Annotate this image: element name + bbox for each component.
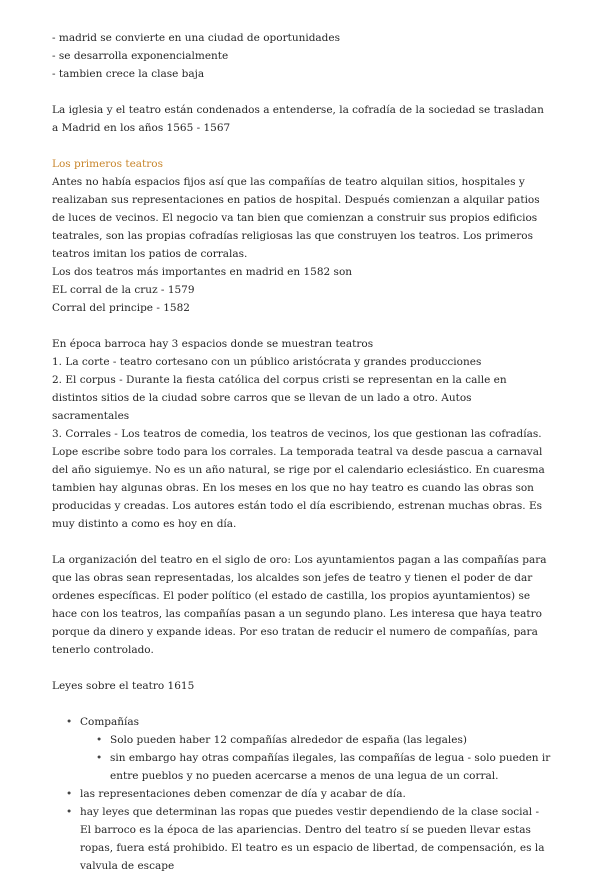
intro-line: - tambien crece la clase baja xyxy=(52,68,205,80)
organizacion-paragraph: La organización del teatro en el siglo de oro: Los ayuntamientos pagan a las compañías para que las obras sean representadas, los alcaldes son jefes de teatro y tienen el poder de dar ordenes específicas. El poder político (el estado de castilla, los propios ayuntamientos) se hace con los teatros, las compañías pasan a un segundo plano. Les interesa que haya teatro porque da dinero y expande ideas. Por eso tratan de reducir el numero de compañías, para tenerlo controlado. xyxy=(52,554,547,656)
list-item: • hay leyes que determinan las ropas que puedes vestir dependiendo de la clase social - El barroco es la época de las apariencias. Dentro del teatro sí se pueden llevar estas ropas, fuera está prohibido. El teatro es un espacio de libertad, de compensación, es la valvula de escape xyxy=(52,803,552,875)
teatros-line: EL corral de la cruz - 1579 xyxy=(52,284,195,296)
section-heading: Los primeros teatros xyxy=(52,158,163,170)
leyes-list xyxy=(52,713,552,875)
primeros-paragraph: Antes no había espacios fijos así que las compañías de teatro alquilan sitios, hospitales y realizaban sus representaciones en patios de hospital. Después comienzan a alquilar patios de luces de vecinos. El negocio va tan bien que comienzan a construir sus propios edificios teatrales, son las propias cofradías religiosas las que construyen los teatros. Los primeros teatros imitan los patios de corralas. xyxy=(52,176,540,260)
list-item: • sin embargo hay otras compañías ilegales, las compañías de legua - solo pueden ir entre pueblos y no pueden acercarse a menos de una legua de un corral. xyxy=(52,749,552,785)
list-item: • las representaciones deben comenzar de día y acabar de día. xyxy=(52,785,552,803)
iglesia-paragraph: La iglesia y el teatro están condenados a entenderse, la cofradía de la sociedad se trasladan a Madrid en los años 1565 - 1567 xyxy=(52,104,544,134)
leyes-title: Leyes sobre el teatro 1615 xyxy=(52,680,195,692)
list-item xyxy=(52,713,552,731)
document-content xyxy=(52,29,552,875)
intro-line: - se desarrolla exponencialmente xyxy=(52,50,229,62)
barroca-item: 3. Corrales - Los teatros de comedia, los teatros de vecinos, los que gestionan las cofradías. Lope escribe sobre todo para los corrales. La temporada teatral va desde pascua a carnaval del año siguiemye. No es un año natural, se rige por el calendario eclesiástico. En cuaresma tambien hay algunas obras. En los meses en los que no hay teatro es cuando las obras son producidas y creadas. Los autores están todo el día escribiendo, estrenan muchas obras. Es muy distinto a como es hoy en día. xyxy=(52,428,545,530)
teatros-line: Los dos teatros más importantes en madrid en 1582 son xyxy=(52,266,353,278)
teatros-line: Corral del principe - 1582 xyxy=(52,302,190,314)
barroca-intro: En época barroca hay 3 espacios donde se muestran teatros xyxy=(52,338,374,350)
teatros-list xyxy=(52,263,552,317)
barroca-item: 1. La corte - teatro cortesano con un público aristócrata y grandes producciones xyxy=(52,356,482,368)
companias-label: Compañías xyxy=(80,716,140,728)
intro-line: - madrid se convierte en una ciudad de oportunidades xyxy=(52,32,341,44)
list-item: • Solo pueden haber 12 compañías alrededor de españa (las legales) xyxy=(52,731,552,749)
barroca-item: 2. El corpus - Durante la fiesta católica del corpus cristi se representan en la calle en distintos sitios de la ciudad sobre carros que se llevan de un lado a otro. Autos sacramentales xyxy=(52,374,507,422)
intro-list xyxy=(52,29,552,83)
